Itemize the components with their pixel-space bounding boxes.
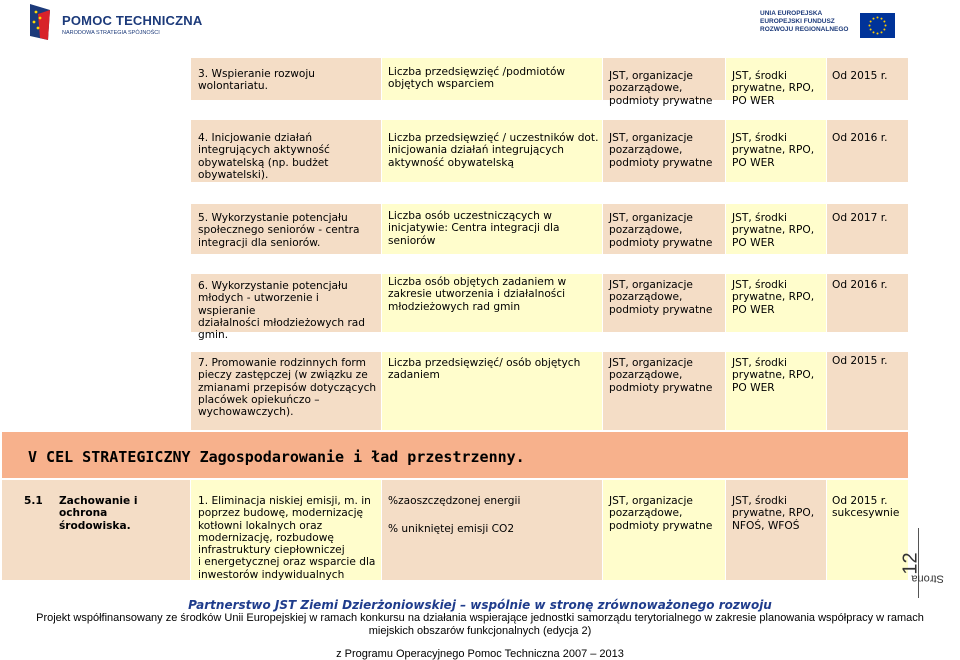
footer-project-info: [0, 612, 960, 638]
footer-program: z Programu Operacyjnego Pomoc Techniczna 2007 – 2013: [336, 648, 624, 660]
eu-logo-line1: UNIA EUROPEJSKA: [760, 10, 823, 17]
row6-funding: JST, środki prywatne, RPO, PO WER: [732, 279, 815, 316]
page-label: Strona: [911, 572, 944, 585]
row5-indicator: Liczba osób uczestniczących w inicjatywie: Centra integracji dla seniorów: [388, 210, 560, 247]
row5-timing: Od 2017 r.: [832, 212, 888, 224]
goal-timing: Od 2015 r. sukcesywnie: [832, 495, 900, 520]
pomoc-techniczna-flag-icon: [28, 2, 60, 44]
row3-action: 3. Wspieranie rozwoju wolontariatu.: [198, 68, 316, 93]
row5-entities: JST, organizacje pozarządowe, podmioty prywatne: [609, 212, 713, 249]
row6-action: 6. Wykorzystanie potencjału młodych - utworzenie i wspieranie działalności młodzieżowych rad gmin.: [198, 280, 366, 342]
row-gap: [191, 254, 908, 274]
row3-timing: Od 2015 r.: [832, 70, 888, 82]
eu-logo: [760, 10, 900, 44]
row3-funding: JST, środki prywatne, RPO, PO WER: [732, 70, 815, 107]
goal-action: 1. Eliminacja niskiej emisji, m. in poprzez budowę, modernizację kotłowni lokalnych oraz modernizację, rozbudowę infrastruktury ciepłowniczej i energetycznej oraz wsparcie dla inwestorów indywidualnych: [198, 495, 376, 581]
eu-logo-text: [760, 10, 848, 34]
footer-line2: Projekt współfinansowany ze środków Unii Europejskiej w ramach konkursu na działania wspierające jednostki samorządu terytorialnego w zakresie planowania współpracy w ramach: [36, 612, 924, 624]
row7-funding: JST, środki prywatne, RPO, PO WER: [732, 357, 815, 394]
row7-entities: JST, organizacje pozarządowe, podmioty prywatne: [609, 357, 713, 394]
row7-action: 7. Promowanie rodzinnych form pieczy zastępczej (w związku ze zmianami przepisów dotyczących placówek opiekuńczo – wychowawczych).: [198, 357, 377, 419]
row4-timing: Od 2016 r.: [832, 132, 888, 144]
section-title: V CEL STRATEGICZNY Zagospodarowanie i ład przestrzenny.: [28, 448, 525, 466]
page-num: 12: [899, 552, 922, 575]
goal-funding: JST, środki prywatne, RPO, NFOŚ, WFOŚ: [732, 495, 815, 532]
page-number-text: [899, 552, 944, 585]
row7-timing: Od 2015 r.: [832, 355, 888, 367]
footer-line3: miejskich obszarów funkcjonalnych (edycja 2): [368, 625, 592, 637]
row4-entities: JST, organizacje pozarządowe, podmioty prywatne: [609, 132, 713, 169]
logo-title: POMOC TECHNICZNA: [62, 13, 203, 28]
row3-entities: JST, organizacje pozarządowe, podmioty prywatne: [609, 70, 713, 107]
section-heading: [2, 432, 908, 478]
eu-logo-line3: ROZWOJU REGIONALNEGO: [760, 26, 849, 33]
footer-partnership: Partnerstwo JST Ziemi Dzierżoniowskiej – wspólnie w stronę zrównoważonego rozwoju: [188, 598, 772, 612]
goal-indicator-co2: % unikniętej emisji CO2: [388, 523, 515, 535]
row6-timing: Od 2016 r.: [832, 279, 888, 291]
page-number: [899, 530, 956, 600]
row4-action: 4. Inicjowanie działań integrujących aktywność obywatelską (np. budżet obywatelski).: [198, 132, 330, 181]
goal-number: 5.1: [24, 495, 43, 507]
logo-subtitle: NARODOWA STRATEGIA SPÓJNOŚCI: [62, 30, 160, 36]
row-gap: [191, 182, 908, 204]
goal-indicator-energy: %zaoszczędzonej energii: [388, 495, 521, 507]
row3-indicator: Liczba przedsięwzięć /podmiotów objętych wsparciem: [388, 66, 566, 91]
row5-action: 5. Wykorzystanie potencjału społecznego seniorów - centra integracji dla seniorów.: [198, 212, 360, 249]
goal-entities: JST, organizacje pozarządowe, podmioty prywatne: [609, 495, 713, 532]
row4-indicator: Liczba przedsięwzięć / uczestników dot. inicjowania działań integrujących aktywność obywatelską: [388, 132, 599, 169]
pomoc-techniczna-logo: [28, 2, 203, 42]
eu-logo-line2: EUROPEJSKI FUNDUSZ: [760, 18, 835, 25]
page-header: [0, 0, 960, 48]
eu-flag-icon: [860, 13, 895, 38]
goal-title: Zachowanie i ochrona środowiska.: [59, 495, 138, 532]
row6-entities: JST, organizacje pozarządowe, podmioty prywatne: [609, 279, 713, 316]
row6-indicator: Liczba osób objętych zadaniem w zakresie utworzenia i działalności młodzieżowych rad gmin: [388, 276, 567, 313]
row5-funding: JST, środki prywatne, RPO, PO WER: [732, 212, 815, 249]
row4-funding: JST, środki prywatne, RPO, PO WER: [732, 132, 815, 169]
row7-indicator: Liczba przedsięwzięć/ osób objętych zadaniem: [388, 357, 581, 382]
